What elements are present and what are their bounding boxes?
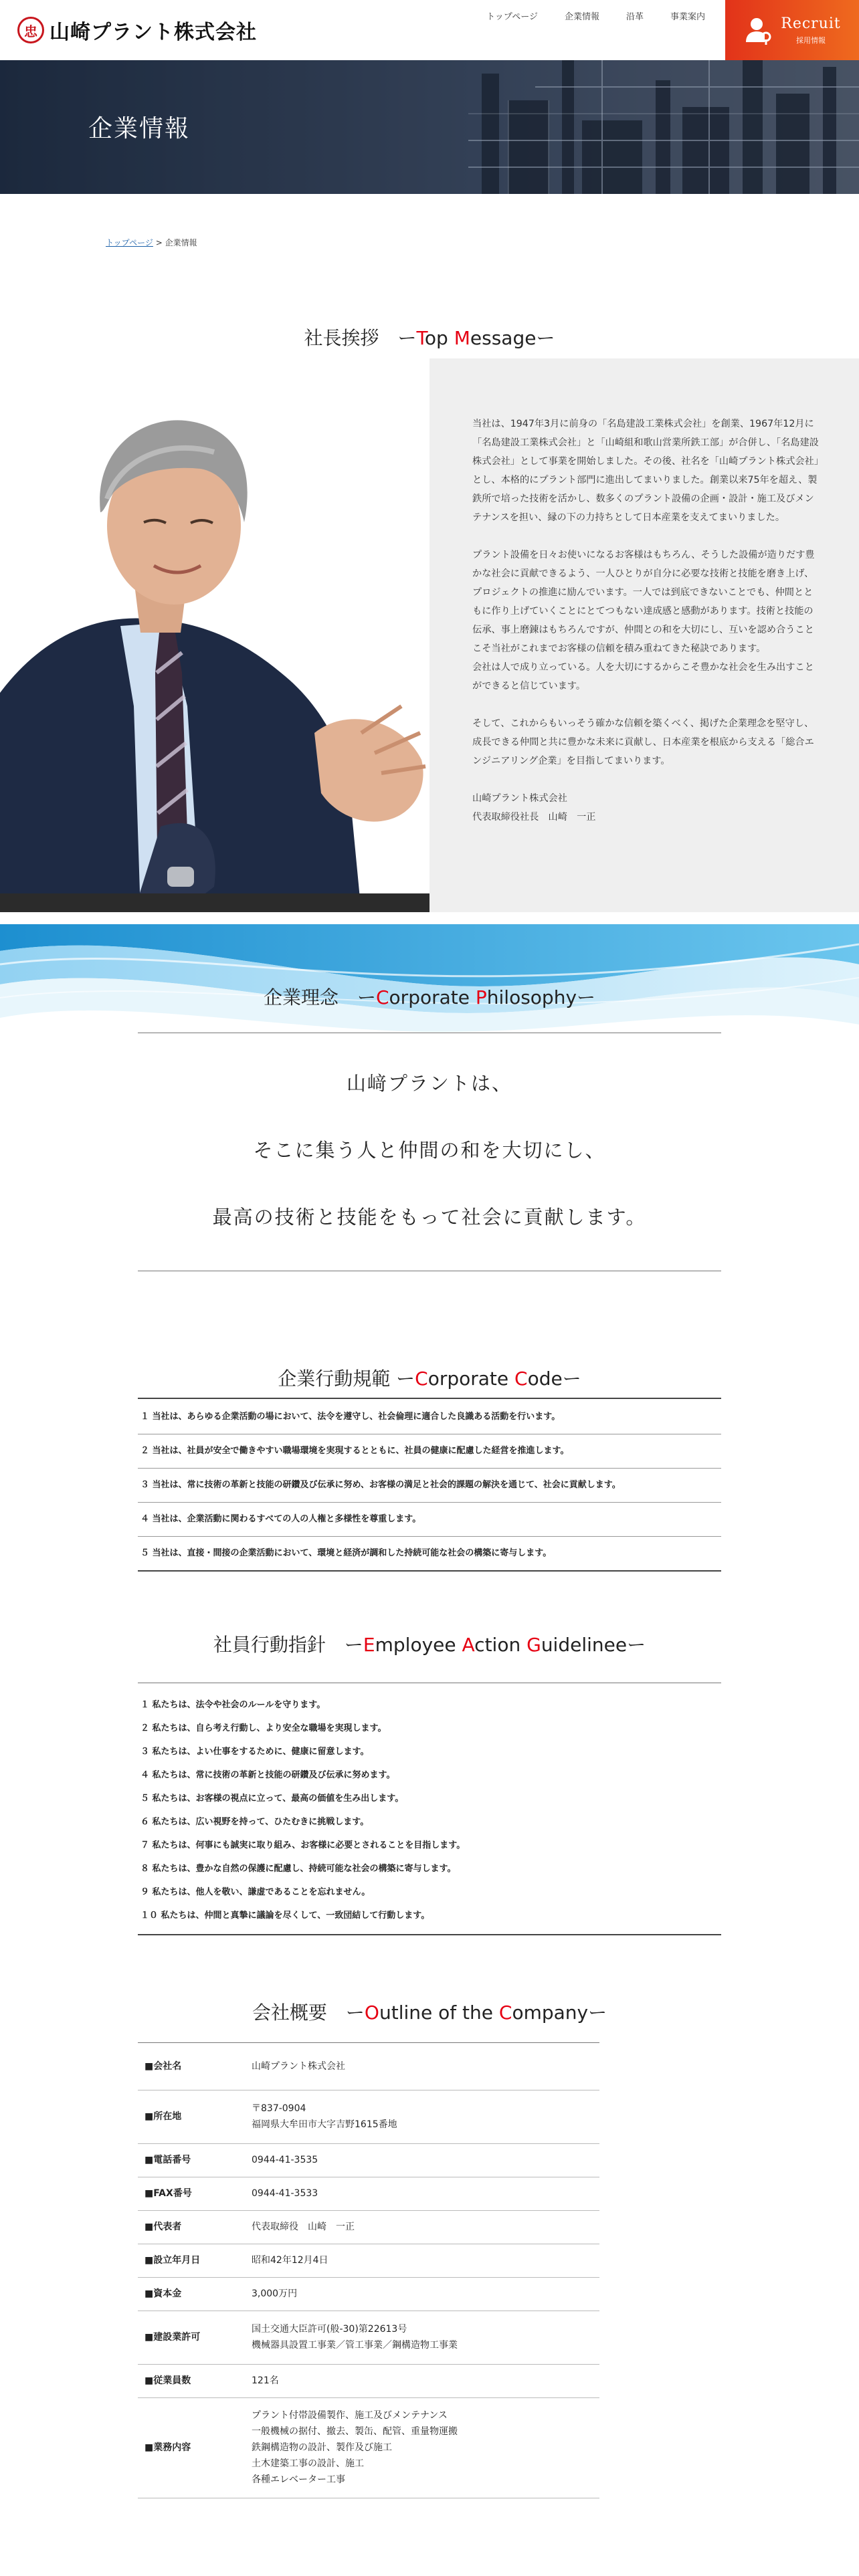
table-row: [138, 2244, 599, 2277]
list-item: ２ 私たちは、自ら考え行動し、より安全な職場を実現します。: [140, 1723, 387, 1733]
recruit-sublabel: 採用情報: [796, 35, 826, 45]
table-row: [138, 2397, 599, 2498]
list-item: ３ 当社は、常に技術の革新と技能の研鑽及び伝承に努め、お客様の満足と社会的課題の解決を通じて、社会に貢献します。: [138, 1469, 721, 1503]
page-title: 企業情報: [88, 115, 191, 142]
row-key: ■所在地: [138, 2090, 252, 2143]
philosophy-line: 最高の技術と技能をもって社会に貢献します。: [212, 1206, 647, 1228]
list-item: １ 私たちは、法令や社会のルールを守ります。: [140, 1700, 326, 1710]
row-value: 121名: [252, 2364, 599, 2397]
table-row: [138, 2177, 599, 2210]
list-item: ６ 私たちは、広い視野を持って、ひたむきに挑戦します。: [140, 1817, 369, 1827]
president-photo: [0, 358, 430, 912]
row-value: 山崎プラント株式会社: [252, 2043, 599, 2090]
philosophy-line: そこに集う人と仲間の和を大切にし、: [253, 1139, 606, 1162]
row-value: 0944-41-3535: [252, 2143, 599, 2177]
row-key: ■電話番号: [138, 2143, 252, 2177]
table-row: [138, 2043, 599, 2090]
row-value: 代表取締役 山崎 一正: [252, 2210, 599, 2244]
row-key: ■代表者: [138, 2210, 252, 2244]
nav-item-company[interactable]: 企業情報: [564, 12, 599, 22]
row-value: 〒837-0904 福岡県大牟田市大字吉野1615番地: [252, 2090, 599, 2143]
list-item: ８ 私たちは、豊かな自然の保護に配慮し、持続可能な社会の構築に寄与します。: [140, 1864, 456, 1874]
employee-guidelines-list: [138, 1693, 721, 1927]
list-item: ９ 私たちは、他人を敬い、謙虚であることを忘れません。: [140, 1887, 371, 1897]
company-outline-table: [138, 2043, 599, 2498]
list-item: ７ 私たちは、何事にも誠実に取り組み、お客様に必要とされることを目指します。: [140, 1840, 466, 1850]
nav-item-top[interactable]: トップページ: [486, 12, 538, 22]
philosophy-heading: 企業理念 ーCorporate Philosophyー: [263, 986, 596, 1008]
company-outline-heading: 会社概要 ーOutline of the Companyー: [252, 2002, 607, 2024]
list-item: ４ 当社は、企業活動に関わるすべての人の人権と多様性を尊重します。: [138, 1503, 721, 1537]
row-key: ■会社名: [138, 2043, 252, 2090]
list-item: ２ 当社は、社員が安全で働きやすい職場環境を実現するとともに、社員の健康に配慮した経営を推進します。: [138, 1434, 721, 1469]
philosophy-line: 山﨑プラントは、: [346, 1072, 512, 1095]
divider: [138, 1934, 721, 1935]
site-header: [0, 0, 859, 60]
row-value: 3,000万円: [252, 2277, 599, 2311]
president-message-text: [472, 415, 819, 845]
message-signature: 山崎プラント株式会社 代表取締役社長 山崎 一正: [472, 793, 596, 823]
list-item: ５ 私たちは、お客様の視点に立って、最高の価値を生み出します。: [140, 1794, 404, 1804]
list-item: １０ 私たちは、仲間と真摯に議論を尽くして、一致団結して行動します。: [140, 1911, 430, 1921]
table-row: [138, 2090, 599, 2143]
person-key-icon: [743, 15, 773, 45]
row-key: ■FAX番号: [138, 2177, 252, 2210]
recruit-button[interactable]: [725, 0, 859, 60]
company-logo[interactable]: [17, 16, 257, 44]
breadcrumb: [106, 237, 197, 248]
row-value: プラント付帯設備製作、施工及びメンテナンス 一般機械の据付、撤去、製缶、配管、重量物運搬 鉄鋼構造物の設計、製作及び施工 土木建築工事の設計、施工 各種エレベーター工事: [252, 2397, 599, 2498]
list-item: １ 当社は、あらゆる企業活動の場において、法令を遵守し、社会倫理に適合した良識ある活動を行います。: [138, 1400, 721, 1434]
list-item: ３ 私たちは、よい仕事をするために、健康に留意します。: [140, 1747, 369, 1757]
divider: [138, 1398, 721, 1399]
table-row: [138, 2143, 599, 2177]
message-paragraph: そして、これからもいっそう確かな信頼を築くべく、掲げた企業理念を堅守し、成長できる仲間と共に豊かな未来に貢献し、日本産業を根底から支える「総合エンジニアリング企業」を目指してまいります。: [472, 718, 814, 766]
row-key: ■業務内容: [138, 2397, 252, 2498]
list-item: ４ 私たちは、常に技術の革新と技能の研鑽及び伝承に努めます。: [140, 1770, 395, 1780]
message-paragraph: プラント設備を日々お使いになるお客様はもちろん、そうした設備が造りだす豊かな社会に貢献できるよう、一人ひとりが自分に必要な技術と技能を磨き上げ、プロジェクトの推進に励んでいます。一人では到底できないことでも、仲間とともに作り上げていくことにとてつもない達成感と感動があります。技術と技能の伝承、事上磨錬はもちろんですが、仲間との和を大切にし、互いを認め合うことこそ当社がこれまでお客様の信頼を積み重ねてきた秘訣であります。 会社は人で成り立っている。人を大切にするからこそ豊かな社会を生み出すことができると信じています。: [472, 550, 815, 691]
table-row: [138, 2364, 599, 2397]
row-key: ■建設業許可: [138, 2311, 252, 2364]
list-item: ５ 当社は、直接・間接の企業活動において、環境と経済が調和した持続可能な社会の構築に寄与します。: [138, 1537, 721, 1572]
table-row: [138, 2210, 599, 2244]
global-nav: [486, 9, 705, 22]
row-value: 昭和42年12月4日: [252, 2244, 599, 2277]
row-value: 0944-41-3533: [252, 2177, 599, 2210]
top-message-heading: 社長挨拶 ーTop Messageー: [304, 327, 555, 349]
employee-guidelines-heading: 社員行動指針 ーEmployee Action Guidelineeー: [213, 1634, 646, 1656]
row-key: ■資本金: [138, 2277, 252, 2311]
breadcrumb-separator: >: [155, 238, 163, 247]
breadcrumb-home[interactable]: トップページ: [106, 238, 153, 247]
logo-mark-icon: 忠: [17, 17, 44, 43]
message-paragraph: 当社は、1947年3月に前身の「名島建設工業株式会社」を創業、1967年12月に「名島建設工業株式会社」と「山崎組和歌山営業所鉄工部」が合併し、「名島建設株式会社」として事業を開始しました。その後、社名を「山崎プラント株式会社」とし、本格的にプラント部門に進出してまいりました。創業以来75年を超え、製鉄所で培った技術を活かし、数多くのプラント設備の企画・設計・施工及びメンテナンスを担い、縁の下の力持ちとして日本産業を支えてまいりました。: [472, 419, 819, 523]
code-of-conduct-list: [138, 1400, 721, 1572]
table-row: [138, 2277, 599, 2311]
nav-item-business[interactable]: 事業案内: [670, 12, 705, 22]
page-hero: [0, 60, 859, 194]
row-value: 国土交通大臣許可(般-30)第22613号 機械器具設置工事業／管工事業／鋼構造物工事業: [252, 2311, 599, 2364]
wave-background: [0, 924, 859, 1038]
row-key: ■設立年月日: [138, 2244, 252, 2277]
president-message-box: [430, 358, 859, 912]
row-key: ■従業員数: [138, 2364, 252, 2397]
nav-item-history[interactable]: 沿革: [626, 12, 644, 22]
breadcrumb-current: 企業情報: [165, 238, 197, 247]
table-row: [138, 2311, 599, 2364]
recruit-label: Recruit: [781, 15, 841, 32]
code-of-conduct-heading: 企業行動規範 ーCorporate Codeー: [278, 1368, 581, 1390]
logo-text: 山崎プラント株式会社: [50, 21, 257, 44]
